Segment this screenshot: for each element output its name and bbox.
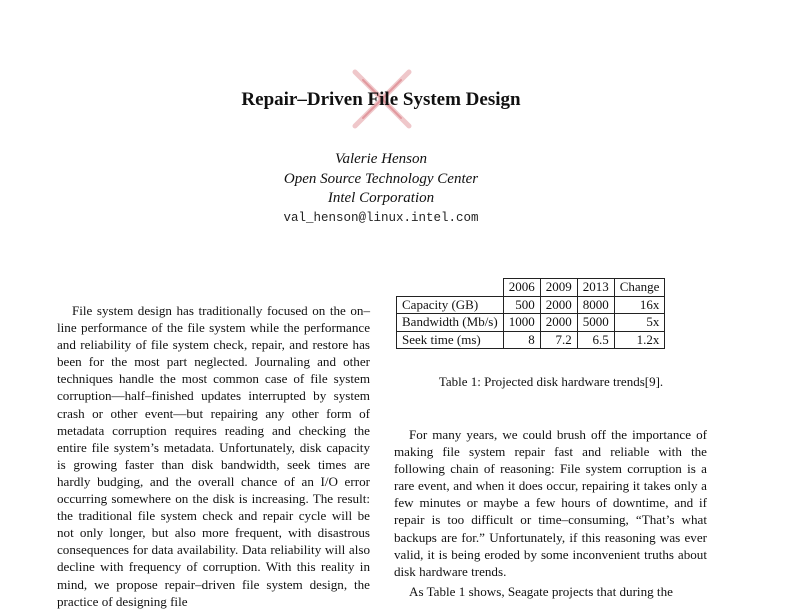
table-row-label: Bandwidth (Mb/s) [397, 314, 504, 332]
table-cell: 1000 [503, 314, 540, 332]
table-row-label: Capacity (GB) [397, 296, 504, 314]
table-cell: 8000 [577, 296, 614, 314]
author-email[interactable]: val_henson@linux.intel.com [283, 210, 479, 225]
body-paragraph: File system design has traditionally focused on the on–line performance of the file system while the performance and reliability of file system check, repair, and restore has been for the most part neglected. Journaling and other techniques handle the most common case of file system corruption—half–finished updates interrupted by system crash or other event—but repairing any other form of metadata corruption requires reading and checking the entire file system’s metadata. Unfortunately, disk capacity is growing faster than disk bandwidth, seek times are hardly budging, and the overall chance of an I/O error occurring somewhere on the disk is increasing. The result: the traditional file system check and repair cycle will be not only longer, but also more frequent, with disastrous consequences for data availability. Data reliability will also decline with frequency of corruption. With this reality in mind, we propose repair–driven file system design, the practice of designing file [57, 303, 370, 609]
affiliation-line-1: Open Source Technology Center [283, 170, 479, 187]
table-cell: 5000 [577, 314, 614, 332]
table-header-row [397, 279, 665, 297]
table-cell: 5x [614, 314, 665, 332]
table-cell: 1.2x [614, 331, 665, 349]
table-cell: 2000 [540, 314, 577, 332]
affiliation-line-2: Intel Corporation [327, 190, 435, 206]
table-header-cell: 2006 [503, 279, 540, 297]
table-header-cell: 2013 [577, 279, 614, 297]
table-header-cell: Change [614, 279, 665, 297]
table-cell: 8 [503, 331, 540, 349]
table-row [397, 331, 665, 349]
table-corner-cell [397, 279, 504, 297]
paper-title: Repair–Driven File System Design [241, 89, 521, 110]
table-cell: 2000 [540, 296, 577, 314]
table-caption: Table 1: Projected disk hardware trends[9]. [438, 374, 664, 389]
author-block [0, 150, 762, 228]
table-cell: 7.2 [540, 331, 577, 349]
left-column [57, 302, 370, 610]
table-row-label: Seek time (ms) [397, 331, 504, 349]
table-row [397, 296, 665, 314]
author-name: Valerie Henson [334, 151, 428, 167]
right-column [394, 426, 707, 600]
body-paragraph: As Table 1 shows, Seagate projects that during the [409, 583, 673, 599]
table-cell: 500 [503, 296, 540, 314]
body-paragraph: For many years, we could brush off the importance of making file system repair fast and reliable with the following chain of reasoning: File system corruption is a rare event, and when it does occur, repairing it takes only a few minutes or maybe a few hours of downtime, and if repair is too difficult or time–consuming, “That’s what backups are for.” Unfortunately, if this reasoning was ever valid, it is being eroded by some inconvenient truths about disk hardware trends. [394, 427, 707, 579]
table-header-cell: 2009 [540, 279, 577, 297]
disk-trends-table [396, 278, 665, 349]
table-row [397, 314, 665, 332]
table-cell: 16x [614, 296, 665, 314]
table-cell: 6.5 [577, 331, 614, 349]
